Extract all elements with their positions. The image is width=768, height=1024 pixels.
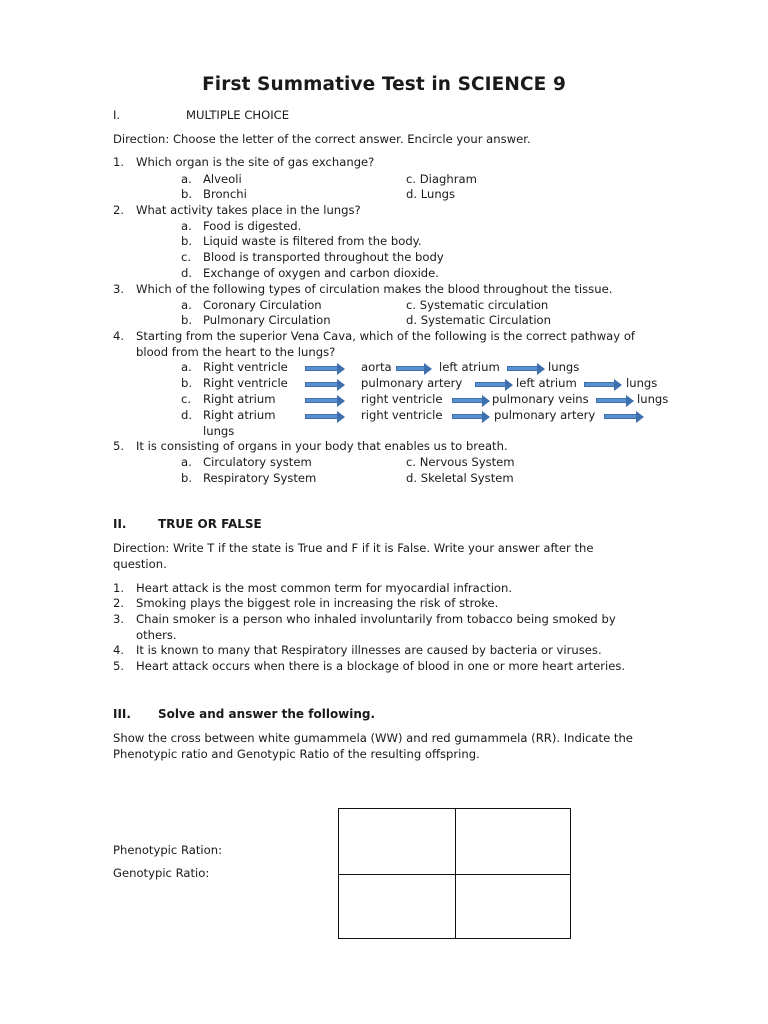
q3-a-letter: a.	[181, 298, 192, 312]
q4-c-step3: pulmonary veins	[492, 392, 589, 406]
q4-b-step3: left atrium	[516, 376, 577, 390]
right-arrow-icon	[596, 396, 634, 406]
section-2-heading: TRUE OR FALSE	[158, 517, 262, 531]
right-arrow-icon	[452, 412, 490, 422]
section-2-numeral: II.	[113, 517, 127, 531]
q1-number: 1.	[113, 155, 125, 169]
section-3-text-line2: Phenotypic ratio and Genotypic Ratio of the resulting offspring.	[113, 747, 480, 761]
right-arrow-icon	[507, 364, 545, 374]
q4-d-step1[interactable]: Right atrium	[203, 408, 276, 422]
q1-b-option[interactable]: Bronchi	[203, 187, 247, 201]
q4-a-step3: left atrium	[439, 360, 500, 374]
q1-d-option[interactable]: d. Lungs	[406, 187, 456, 201]
q2-b-letter: b.	[181, 234, 193, 248]
phenotypic-ratio-label: Phenotypic Ration:	[113, 843, 222, 857]
q4-d-step3: pulmonary artery	[494, 408, 596, 422]
section-3-numeral: III.	[113, 707, 131, 721]
right-arrow-icon	[305, 396, 345, 406]
tf-2-number: 2.	[113, 596, 125, 610]
q4-b-step2: pulmonary artery	[361, 376, 463, 390]
tf-1-text: Heart attack is the most common term for myocardial infraction.	[136, 581, 513, 595]
tf-4-number: 4.	[113, 643, 125, 657]
q3-b-letter: b.	[181, 313, 193, 327]
q4-text-line1: Starting from the superior Vena Cava, which of the following is the correct pathway of	[136, 329, 636, 343]
right-arrow-icon	[396, 364, 432, 374]
section-1-direction: Direction: Choose the letter of the correct answer. Encircle your answer.	[113, 132, 531, 146]
q5-c-option[interactable]: c. Nervous System	[406, 455, 515, 469]
section-3-heading: Solve and answer the following.	[158, 707, 376, 721]
q2-c-option[interactable]: Blood is transported throughout the body	[203, 250, 444, 264]
q3-b-option[interactable]: Pulmonary Circulation	[203, 313, 331, 327]
tf-2-text: Smoking plays the biggest role in increasing the risk of stroke.	[136, 596, 499, 610]
section-1-heading: MULTIPLE CHOICE	[186, 108, 290, 122]
tf-1-number: 1.	[113, 581, 125, 595]
q4-d-step2: right ventricle	[361, 408, 443, 422]
q4-d-letter: d.	[181, 408, 193, 422]
q4-d-step4: lungs	[203, 424, 235, 438]
section-2-direction-line1: Direction: Write T if the state is True and F if it is False. Write your answer after the	[113, 541, 594, 555]
q4-number: 4.	[113, 329, 125, 343]
q4-c-step1[interactable]: Right atrium	[203, 392, 276, 406]
q5-a-letter: a.	[181, 455, 192, 469]
section-1-numeral: I.	[113, 108, 121, 122]
q3-text: Which of the following types of circulation makes the blood throughout the tissue.	[136, 282, 613, 296]
right-arrow-icon	[305, 380, 345, 390]
right-arrow-icon	[305, 412, 345, 422]
tf-4-text: It is known to many that Respiratory illnesses are caused by bacteria or viruses.	[136, 643, 602, 657]
q1-c-option[interactable]: c. Diaghram	[406, 172, 477, 186]
q5-d-option[interactable]: d. Skeletal System	[406, 471, 514, 485]
q2-d-letter: d.	[181, 266, 193, 280]
q4-a-step4: lungs	[548, 360, 580, 374]
punnett-square[interactable]	[338, 808, 571, 939]
q4-a-letter: a.	[181, 360, 192, 374]
q5-a-option[interactable]: Circulatory system	[203, 455, 312, 469]
tf-3-text-line2: others.	[136, 628, 177, 642]
right-arrow-icon	[305, 364, 345, 374]
q4-b-letter: b.	[181, 376, 193, 390]
right-arrow-icon	[604, 412, 644, 422]
q2-c-letter: c.	[181, 250, 192, 264]
q5-b-option[interactable]: Respiratory System	[203, 471, 317, 485]
q4-c-letter: c.	[181, 392, 192, 406]
q4-a-step2: aorta	[361, 360, 392, 374]
q2-d-option[interactable]: Exchange of oxygen and carbon dioxide.	[203, 266, 439, 280]
right-arrow-icon	[475, 380, 513, 390]
q4-text-line2: blood from the heart to the lungs?	[136, 345, 336, 359]
tf-5-number: 5.	[113, 659, 125, 673]
tf-3-number: 3.	[113, 612, 125, 626]
q5-b-letter: b.	[181, 471, 193, 485]
section-3-text-line1: Show the cross between white gumammela (WW) and red gumammela (RR). Indicate the	[113, 731, 633, 745]
right-arrow-icon	[584, 380, 622, 390]
page-title: First Summative Test in SCIENCE 9	[202, 74, 566, 95]
q5-text: It is consisting of organs in your body that enables us to breath.	[136, 439, 508, 453]
section-2-direction-line2: question.	[113, 557, 167, 571]
q1-b-letter: b.	[181, 187, 193, 201]
q2-b-option[interactable]: Liquid waste is filtered from the body.	[203, 234, 422, 248]
q2-a-option[interactable]: Food is digested.	[203, 219, 302, 233]
tf-3-text: Chain smoker is a person who inhaled involuntarily from tobacco being smoked by	[136, 612, 616, 626]
q5-number: 5.	[113, 439, 125, 453]
q4-b-step1[interactable]: Right ventricle	[203, 376, 288, 390]
q2-a-letter: a.	[181, 219, 192, 233]
q4-a-step1[interactable]: Right ventricle	[203, 360, 288, 374]
q2-text: What activity takes place in the lungs?	[136, 203, 361, 217]
q4-b-step4: lungs	[626, 376, 658, 390]
q1-a-option[interactable]: Alveoli	[203, 172, 242, 186]
q3-c-option[interactable]: c. Systematic circulation	[406, 298, 549, 312]
genotypic-ratio-label: Genotypic Ratio:	[113, 866, 210, 880]
tf-5-text: Heart attack occurs when there is a blockage of blood in one or more heart arteries.	[136, 659, 626, 673]
q1-a-letter: a.	[181, 172, 192, 186]
q1-text: Which organ is the site of gas exchange?	[136, 155, 375, 169]
q3-d-option[interactable]: d. Systematic Circulation	[406, 313, 551, 327]
q3-number: 3.	[113, 282, 125, 296]
right-arrow-icon	[452, 396, 490, 406]
q2-number: 2.	[113, 203, 125, 217]
q4-c-step4: lungs	[637, 392, 669, 406]
punnett-divider-horizontal	[339, 874, 570, 875]
q4-c-step2: right ventricle	[361, 392, 443, 406]
q3-a-option[interactable]: Coronary Circulation	[203, 298, 322, 312]
